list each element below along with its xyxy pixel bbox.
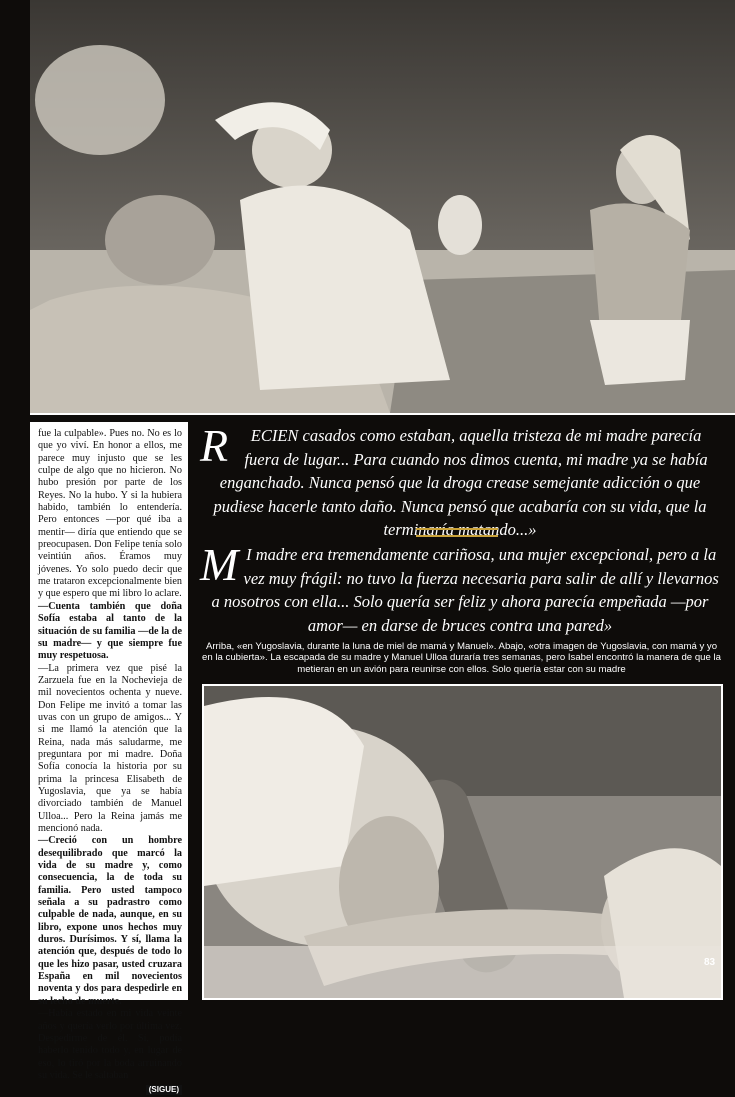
drop-cap: R xyxy=(200,420,229,471)
pull-quote-text: ECIEN casados como estaban, aquella tristeza de mi madre parecía fuera de lugar... Para cuando nos dimos cuenta, mi madre ya se había enganchado. Nunca pensó que la droga crease semejante adicción o que pudiese hacerle tanto daño. Nunca pensó que acabaría con su vida, que la terminaría matando...» xyxy=(213,426,708,539)
photo-caption: Arriba, «en Yugoslavia, durante la luna de miel de mamá y Manuel». Abajo, «otra imagen de Yugoslavia, con mamá y yo en la cubierta». La escapada de su madre y Manuel Ulloa duraría tres semanas, pero Isabel encontró la manera de que la metieran en un avión para reunirse con ellos. Solo quería estar con su madre xyxy=(202,641,721,675)
interview-question: —Cuenta también que doña Sofía estaba al tanto de la situación de su familia —de la de su madre— y que siempre fue muy respetuosa. xyxy=(38,600,182,662)
article-left-column xyxy=(30,422,188,1095)
interview-question: —Creció con un hombre desequilibrado que marcó la vida de su madre y, como consecuencia, la de toda su familia. Pero usted tampoco señala a su padrastro como culpable de nada, aunque, en su libro, expone unos hechos muy duros. Durísimos. Y sí, llama la atención que, después de todo lo que les hizo pasar, usted cruzara España en mil novecientos noventa y dos para despedirle en su lecho de muerte. xyxy=(38,835,182,1007)
continues-badge: (SIGUE) xyxy=(146,1085,182,1095)
page-number: 83 xyxy=(704,957,716,968)
paragraph: fue la culpable». Pues no. No es lo que yo viví. En honor a ellos, me parece muy injusto que se les culpe de algo que no hicieron. No hubo presión por parte de los Reyes. No la hubo. Y si la hubiera habido, también lo entendería. Pero entonces —por qué iba a mentir— diría que entiendo que se preocupasen. Don Felipe tenía solo veintiún años. Éramos muy jóvenes. Yo solo puedo decir que me trataron excepcionalmente bien y que espero que mi libro lo aclare. xyxy=(38,428,182,600)
paragraph: —Había estado en mi vida veinte años y quería verlo por última vez. Despedirme de él. Sí, podía haberlo tenido todo y, en lugar de eso, lo tiró por la boda arruinando su vida. Se le saltaban xyxy=(38,1008,182,1081)
paragraph: —La primera vez que pisé la Zarzuela fue en la Nochevieja de mil novecientos ochenta y nueve. Don Felipe me invitó a tomar las uvas con un grupo de amigos... Y si me llamó la atención que la Reina, nada más saludarme, me preguntara por mi madre. Doña Sofía conocía la historia por su prima la princesa Elisabeth de Yugoslavia, que ya se había divorciado también de Manuel Ulloa... Pero la Reina jamás me mencionó nada. xyxy=(38,662,182,834)
divider-rule xyxy=(416,528,498,537)
pull-quote-text: I madre era tremendamente cariñosa, una mujer excepcional, pero a la vez muy frágil: no tuvo la fuerza necesaria para salir de allí y llevarnos a nosotros con ella... Solo quería ser feliz y ahora parecía empeñada —por amor— en darse de bruces contra una pared» xyxy=(211,545,719,635)
pull-quote-1 xyxy=(200,420,720,542)
pull-quote-2 xyxy=(200,539,720,637)
top-photo-boat-family xyxy=(30,0,735,415)
drop-cap: M xyxy=(200,539,239,590)
bottom-photo-mother-daughter xyxy=(202,684,723,1000)
